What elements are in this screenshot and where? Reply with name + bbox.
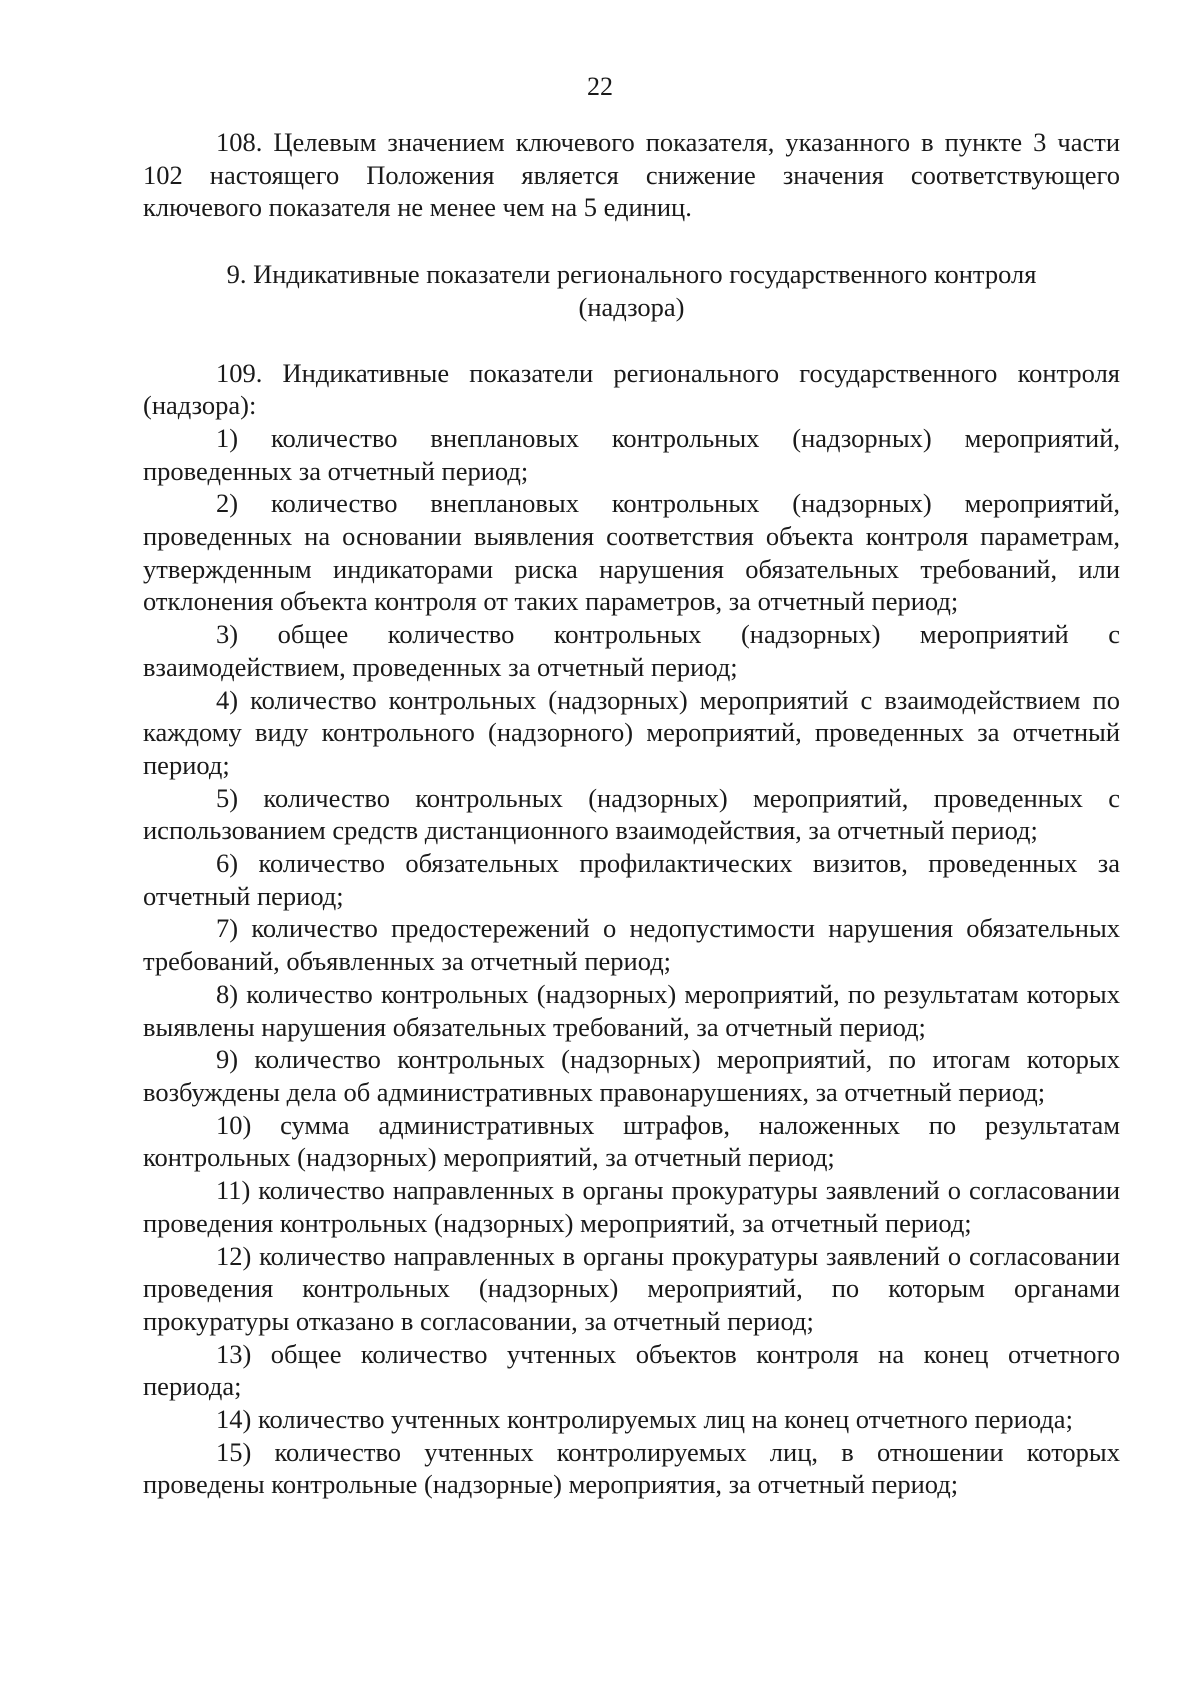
- list-item-6: 6) количество обязательных профилактических визитов, проведенных за отчетный период;: [143, 848, 1120, 911]
- page-number: 22: [587, 72, 613, 101]
- list-item-5: 5) количество контрольных (надзорных) мероприятий, проведенных с использованием средств дистанционного взаимодействия, за отчетный период;: [143, 782, 1120, 846]
- list-item-11: 11) количество направленных в органы прокуратуры заявлений о согласовании проведения контрольных (надзорных) мероприятий, за отчетный период;: [143, 1175, 1120, 1238]
- list-item-14: 14) количество учтенных контролируемых лиц на конец отчетного периода;: [216, 1404, 1073, 1435]
- list-item-15: 15) количество учтенных контролируемых лиц, в отношении которых проведены контрольные (надзорные) мероприятия, за отчетный период;: [143, 1436, 1120, 1500]
- list-item-4: 4) количество контрольных (надзорных) мероприятий с взаимодействием по каждому виду контрольного (надзорного) мероприятий, проведенных за отчетный период;: [143, 684, 1120, 780]
- list-item-3: 3) общее количество контрольных (надзорных) мероприятий с взаимодействием, проведенных за отчетный период;: [143, 619, 1120, 682]
- section-heading: 9. Индикативные показатели регионального государственного контроля (надзора): [226, 259, 1037, 322]
- paragraph-108: 108. Целевым значением ключевого показателя, указанного в пункте 3 части 102 настоящего Положения является снижение значения соответствующего ключевого показателя не менее чем на 5 единиц.: [143, 127, 1120, 223]
- list-item-10: 10) сумма административных штрафов, наложенных по результатам контрольных (надзорных) мероприятий, за отчетный период;: [143, 1109, 1120, 1173]
- list-item-2: 2) количество внеплановых контрольных (надзорных) мероприятий, проведенных на основании выявления соответствия объекта контроля параметрам, утвержденным индикаторами риска нарушения обязательных требований, или отклонения объекта контроля от таких параметров, за отчетный период;: [143, 488, 1120, 617]
- paragraph-109: 109. Индикативные показатели регионального государственного контроля (надзора):: [143, 357, 1120, 421]
- list-item-9: 9) количество контрольных (надзорных) мероприятий, по итогам которых возбуждены дела об административных правонарушениях, за отчетный период;: [143, 1044, 1120, 1107]
- document-body: [143, 126, 1120, 1501]
- list-item-12: 12) количество направленных в органы прокуратуры заявлений о согласовании проведения контрольных (надзорных) мероприятий, по которым органами прокуратуры отказано в согласовании, за отчетный период;: [143, 1240, 1120, 1336]
- list-item-13: 13) общее количество учтенных объектов контроля на конец отчетного периода;: [143, 1338, 1120, 1402]
- list-item-7: 7) количество предостережений о недопустимости нарушения обязательных требований, объявленных за отчетный период;: [143, 913, 1120, 977]
- list-item-8: 8) количество контрольных (надзорных) мероприятий, по результатам которых выявлены нарушения обязательных требований, за отчетный период;: [143, 978, 1120, 1042]
- list-item-1: 1) количество внеплановых контрольных (надзорных) мероприятий, проведенных за отчетный период;: [143, 422, 1120, 486]
